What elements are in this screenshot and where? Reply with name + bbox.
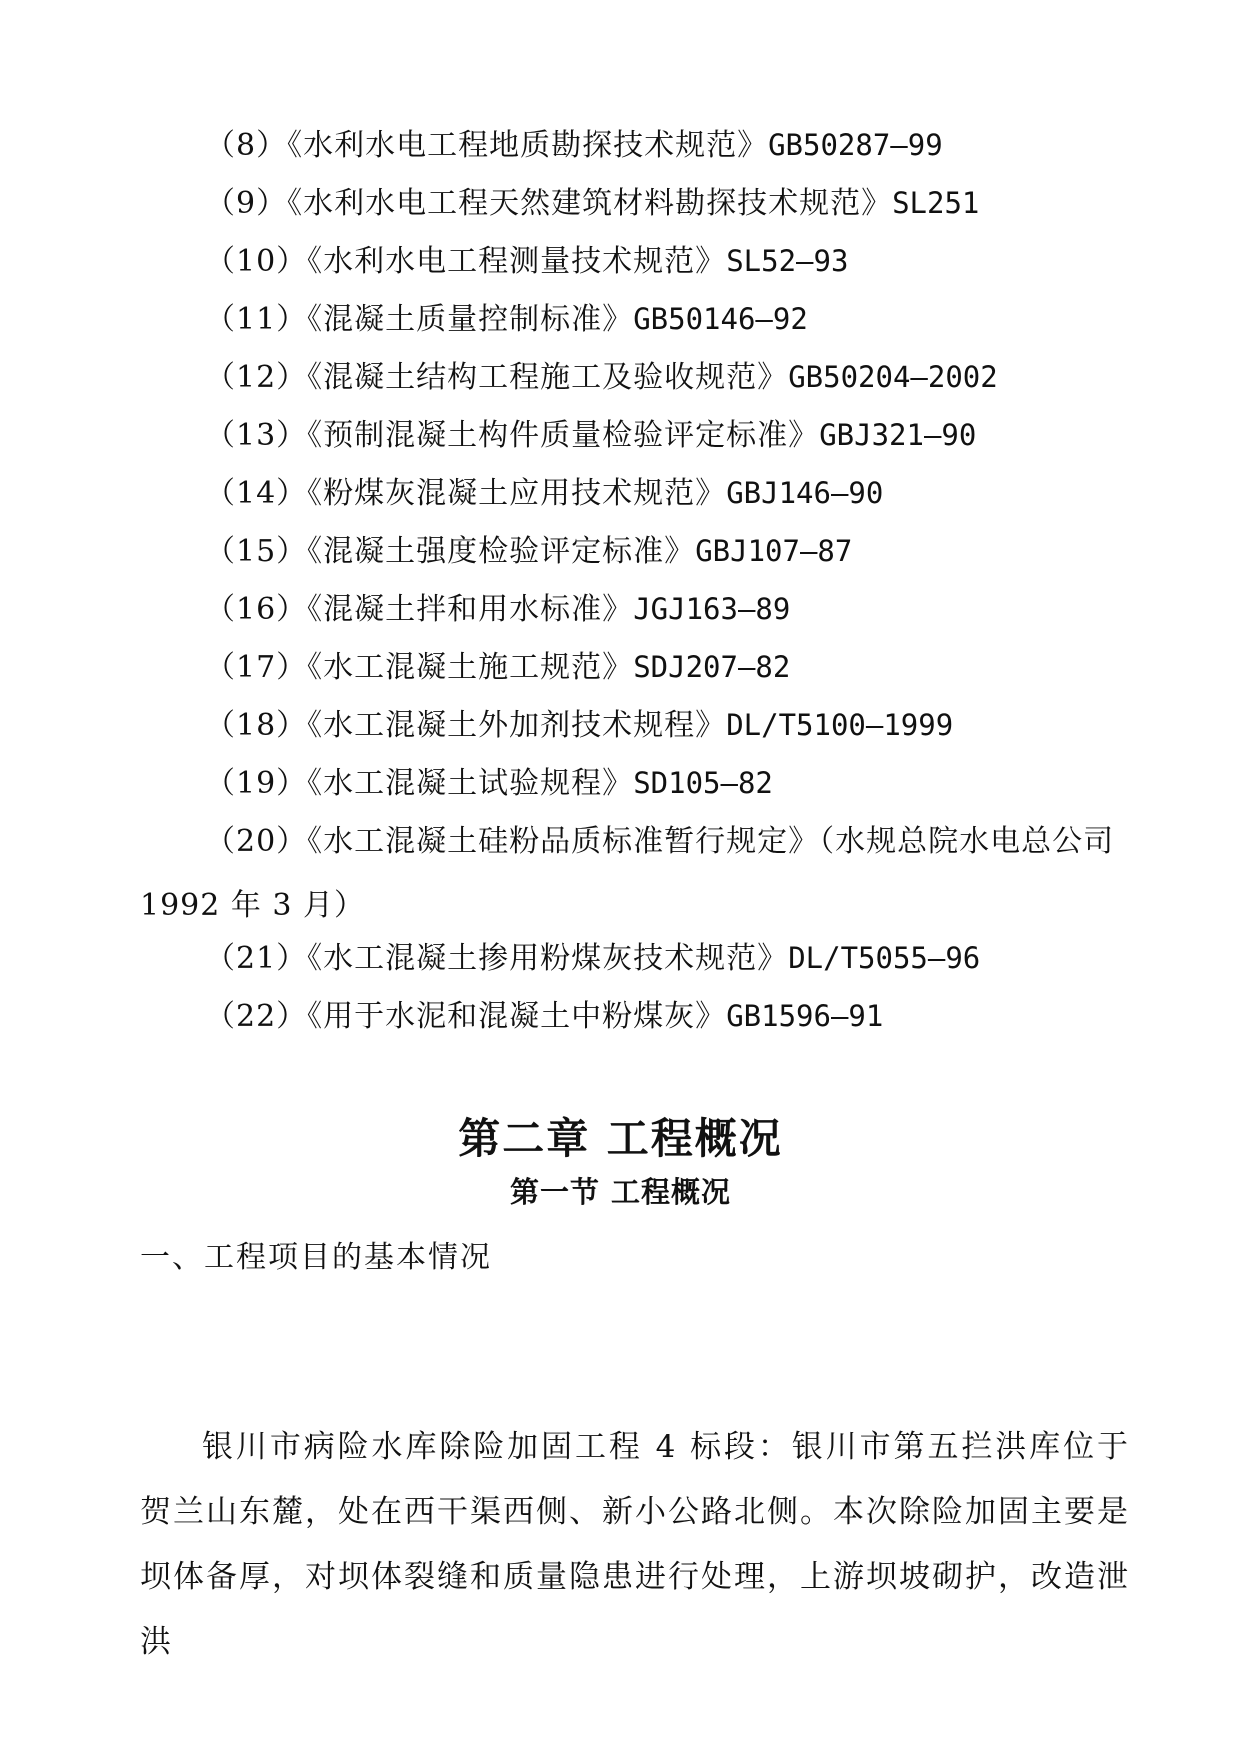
reference-item [205,642,790,692]
reference-code: GB50204—2002 [788,360,998,394]
section-title: 第一节 工程概况 [509,1175,732,1209]
reference-code: SDJ207—82 [633,650,791,684]
reference-item [205,991,883,1041]
reference-title: （8）《水利水电工程地质勘探技术规范》 [205,128,769,163]
reference-code: GBJ321—90 [819,418,977,452]
reference-item [205,758,773,808]
reference-code: GBJ107—87 [695,534,853,568]
reference-item [205,352,998,402]
reference-item-wrapped: （20）《水工混凝土硅粉品质标准暂行规定》（水规总院水电总公司 1992 年 3 月） [140,824,1115,923]
reference-code: SD105—82 [633,766,773,800]
reference-item [205,933,980,983]
reference-title: （10）《水利水电工程测量技术规范》 [205,244,727,279]
reference-title: （21）《水工混凝土掺用粉煤灰技术规范》 [205,941,789,976]
reference-item [205,410,976,460]
reference-title: （14）《粉煤灰混凝土应用技术规范》 [205,476,727,511]
reference-item [205,526,852,576]
reference-title: （9）《水利水电工程天然建筑材料勘探技术规范》 [205,186,893,221]
reference-item [205,468,883,518]
reference-item [205,294,808,344]
reference-title: （19）《水工混凝土试验规程》 [205,766,634,801]
reference-code: GB50146—92 [633,302,808,336]
reference-code: DL/T5055—96 [788,941,981,975]
reference-item [205,120,943,170]
body-paragraph: 银川市病险水库除险加固工程 4 标段：银川市第五拦洪库位于贺兰山东麓，处在西干渠西侧、新小公路北侧。本次除险加固主要是坝体备厚，对坝体裂缝和质量隐患进行处理，上游坝坡砌护，改造泄洪 [140,1429,1130,1660]
reference-title: （11）《混凝土质量控制标准》 [205,302,634,337]
reference-code: GB50287—99 [768,128,943,162]
reference-code: DL/T5100—1999 [726,708,954,742]
chapter-title: 第二章 工程概况 [458,1114,783,1163]
reference-title: （18）《水工混凝土外加剂技术规程》 [205,708,727,743]
reference-code: SL251 [892,186,980,220]
reference-title: （22）《用于水泥和混凝土中粉煤灰》 [205,999,727,1034]
reference-title: （17）《水工混凝土施工规范》 [205,650,634,685]
reference-item [205,236,848,286]
reference-title: （12）《混凝土结构工程施工及验收规范》 [205,360,789,395]
reference-item [205,584,790,634]
reference-title: （16）《混凝土拌和用水标准》 [205,592,634,627]
reference-code: JGJ163—89 [633,592,791,626]
reference-code: SL52—93 [726,244,849,278]
reference-item [205,178,979,228]
reference-item [205,700,953,750]
reference-title: （13）《预制混凝土构件质量检验评定标准》 [205,418,820,453]
reference-code: GBJ146—90 [726,476,884,510]
reference-title: （15）《混凝土强度检验评定标准》 [205,534,696,569]
reference-code: GB1596—91 [726,999,884,1033]
subheading: 一、工程项目的基本情况 [140,1240,492,1275]
